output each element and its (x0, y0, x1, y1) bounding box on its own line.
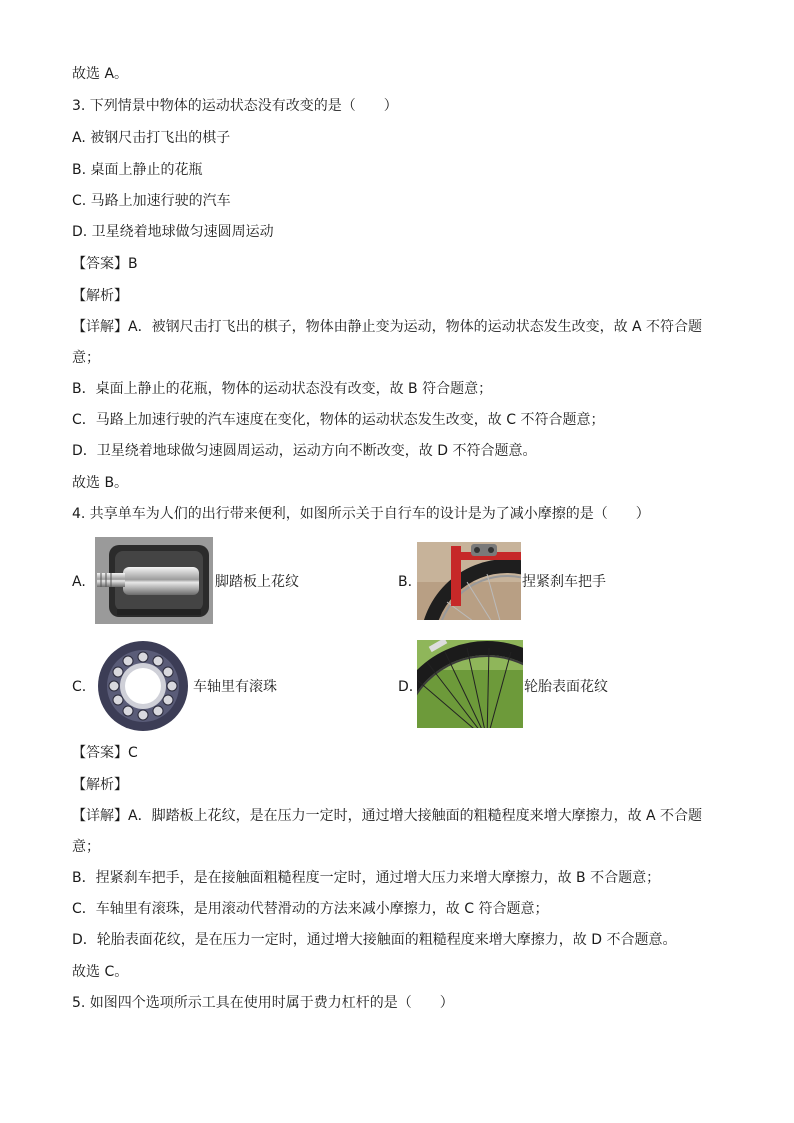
q3-answer: 【答案】B (72, 256, 138, 272)
pedal-image (95, 537, 213, 624)
q3-detail-1: 【详解】A．被钢尺击打飞出的棋子，物体由静止变为运动，物体的运动状态发生改变，故 A 不符合题 (72, 319, 703, 335)
q3-analysis-label: 【解析】 (72, 288, 128, 304)
q3-option-b: B. 桌面上静止的花瓶 (72, 162, 203, 178)
q4-conclusion: 故选 C。 (72, 964, 129, 980)
question-4-title: 4. 共享单车为人们的出行带来便利，如图所示关于自行车的设计是为了减小摩擦的是（ ） (72, 506, 650, 522)
q3-detail-4: D．卫星绕着地球做匀速圆周运动，运动方向不断改变，故 D 不符合题意。 (72, 443, 537, 459)
question-3-title: 3. 下列情景中物体的运动状态没有改变的是（ ） (72, 98, 398, 114)
q4-option-b-letter: B. (398, 574, 413, 590)
q4-detail-1: 【详解】A．脚踏板上花纹，是在压力一定时，通过增大接触面的粗糙程度来增大摩擦力，故 A 不合题 (72, 808, 703, 824)
q4-option-a-text: 脚踏板上花纹 (215, 574, 299, 590)
q4-detail-3: C．车轴里有滚珠，是用滚动代替滑动的方法来减小摩擦力，故 C 符合题意； (72, 901, 549, 917)
q4-detail-2: B．捏紧刹车把手，是在接触面粗糙程度一定时，通过增大压力来增大摩擦力，故 B 不合题意； (72, 870, 661, 886)
q3-option-a: A. 被钢尺击打飞出的棋子 (72, 130, 231, 146)
q4-detail-4: D．轮胎表面花纹，是在压力一定时，通过增大接触面的粗糙程度来增大摩擦力，故 D 不合题意。 (72, 932, 677, 948)
q4-option-d-text: 轮胎表面花纹 (524, 679, 608, 695)
q4-option-d-letter: D. (398, 679, 414, 695)
question-5-title: 5. 如图四个选项所示工具在使用时属于费力杠杆的是（ ） (72, 995, 454, 1011)
q4-option-c-text: 车轴里有滚珠 (193, 679, 277, 695)
q3-conclusion: 故选 B。 (72, 475, 129, 491)
q3-option-c: C. 马路上加速行驶的汽车 (72, 193, 231, 209)
q3-detail-3: C．马路上加速行驶的汽车速度在变化，物体的运动状态发生改变，故 C 不符合题意； (72, 412, 605, 428)
q4-analysis-label: 【解析】 (72, 777, 128, 793)
q3-detail-2: B．桌面上静止的花瓶，物体的运动状态没有改变，故 B 符合题意； (72, 381, 493, 397)
q4-answer: 【答案】C (72, 745, 138, 761)
q3-option-d: D. 卫星绕着地球做匀速圆周运动 (72, 224, 274, 240)
q3-detail-1b: 意； (72, 350, 100, 366)
brake-image (417, 542, 521, 620)
q4-option-c-letter: C. (72, 679, 87, 695)
text-line-1: 故选 A。 (72, 66, 129, 82)
tire-tread-image (417, 640, 523, 728)
q4-option-b-text: 捏紧刹车把手 (522, 574, 606, 590)
q4-option-a-letter: A. (72, 574, 86, 590)
ball-bearing-image (95, 640, 191, 732)
q4-detail-1b: 意； (72, 839, 100, 855)
